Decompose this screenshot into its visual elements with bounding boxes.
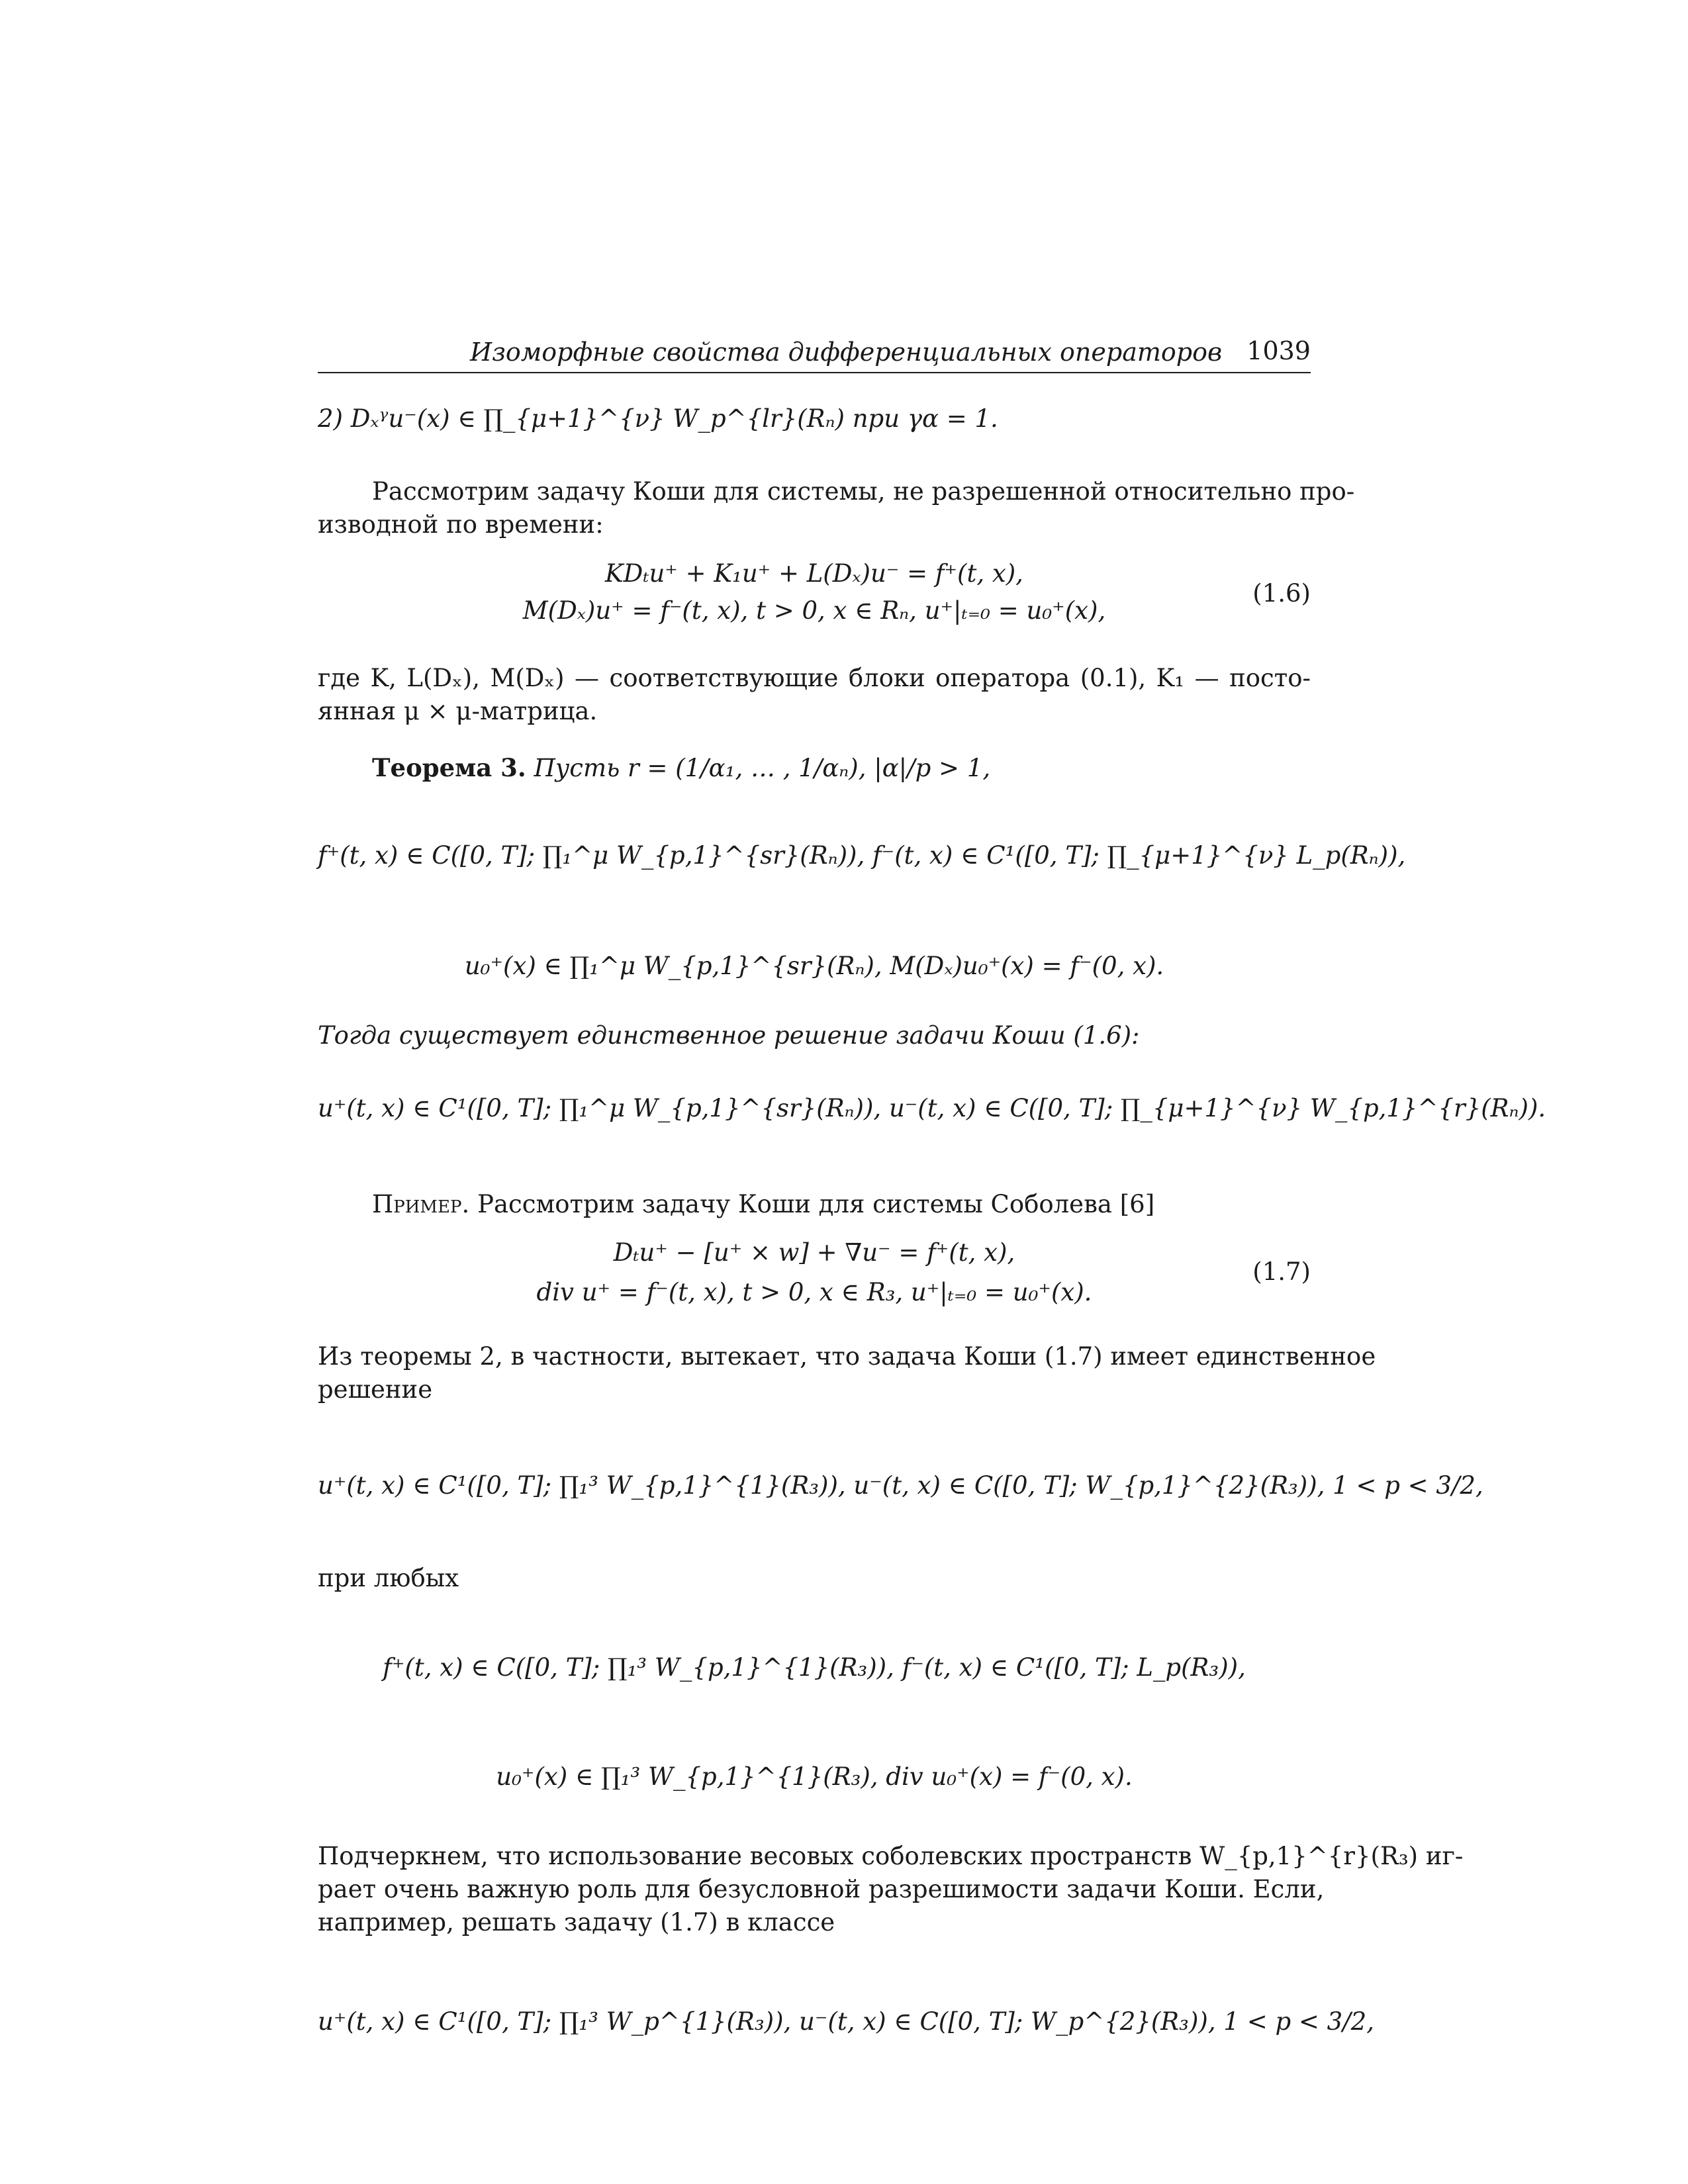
equation-1-6-line-2: M(Dₓ)u⁺ = f⁻(t, x), t > 0, x ∈ Rₙ, u⁺|ₜ₌₀ = u₀⁺(x), <box>522 596 1106 625</box>
class-formula: u⁺(t, x) ∈ C¹([0, T]; ∏₁³ W_p^{1}(R₃)), u⁻(t, x) ∈ C([0, T]; W_p^{2}(R₃)), 1 < p < 3/2, <box>318 2007 1374 2036</box>
running-title: Изоморфные свойства дифференциальных операторов <box>470 338 1223 367</box>
theorem-solution: u⁺(t, x) ∈ C¹([0, T]; ∏₁^μ W_{p,1}^{sr}(Rₙ)), u⁻(t, x) ∈ C([0, T]; ∏_{μ+1}^{ν} W_{p,1}^{r}(Rₙ)). <box>318 1094 1546 1122</box>
running-head <box>318 331 1311 373</box>
example-statement <box>318 1188 1311 1221</box>
paragraph-line: Рассмотрим задачу Коши для системы, не разрешенной относительно про- <box>372 477 1355 506</box>
solution-formula: u⁺(t, x) ∈ C¹([0, T]; ∏₁³ W_{p,1}^{1}(R₃)), u⁻(t, x) ∈ C([0, T]; W_{p,1}^{2}(R₃)), 1 < p < 3/2, <box>318 1471 1483 1500</box>
theorem-condition-2: u₀⁺(x) ∈ ∏₁^μ W_{p,1}^{sr}(Rₙ), M(Dₓ)u₀⁺(x) = f⁻(0, x). <box>464 952 1164 980</box>
page-number: 1039 <box>1246 336 1311 365</box>
paragraph-line: решение <box>318 1375 433 1404</box>
item-2-formula: 2) Dₓᵞu⁻(x) ∈ ∏_{μ+1}^{ν} W_p^{lr}(Rₙ) при γα = 1. <box>318 404 998 433</box>
paragraph-line: Подчеркнем, что использование весовых соболевских пространств W_{p,1}^{r}(R₃) иг- <box>318 1842 1464 1870</box>
data-condition-1: f⁺(t, x) ∈ C([0, T]; ∏₁³ W_{p,1}^{1}(R₃)), f⁻(t, x) ∈ C¹([0, T]; L_p(R₃)), <box>383 1653 1246 1682</box>
theorem-3-statement <box>318 751 1311 785</box>
example-label: Пример. <box>372 1190 470 1218</box>
example-text: Рассмотрим задачу Коши для системы Соболева [6] <box>477 1190 1155 1218</box>
theorem-label: Теорема 3. <box>372 753 526 782</box>
equation-1-7-line-2: div u⁺ = f⁻(t, x), t > 0, x ∈ R₃, u⁺|ₜ₌₀ = u₀⁺(x). <box>536 1278 1092 1306</box>
equation-1-6-line-1: KDₜu⁺ + K₁u⁺ + L(Dₓ)u⁻ = f⁺(t, x), <box>605 559 1023 588</box>
equation-1-7-line-1: Dₜu⁺ − [u⁺ × w] + ∇u⁻ = f⁺(t, x), <box>613 1238 1015 1267</box>
paragraph-line: например, решать задачу (1.7) в классе <box>318 1908 835 1936</box>
paragraph-line: янная μ × μ-матрица. <box>318 697 598 725</box>
equation-number: (1.7) <box>1252 1257 1311 1286</box>
paragraph-line: Из теоремы 2, в частности, вытекает, что задача Коши (1.7) имеет единственное <box>318 1342 1376 1371</box>
journal-page <box>318 331 1546 2085</box>
equation-number: (1.6) <box>1252 579 1311 608</box>
paragraph-line: рает очень важную роль для безусловной разрешимости задачи Коши. Если, <box>318 1875 1325 1903</box>
paragraph-line: где K, L(Dₓ), M(Dₓ) — соответствующие блоки оператора (0.1), K₁ — посто- <box>318 664 1311 692</box>
theorem-condition-1: f⁺(t, x) ∈ C([0, T]; ∏₁^μ W_{p,1}^{sr}(Rₙ)), f⁻(t, x) ∈ C¹([0, T]; ∏_{μ+1}^{ν} L_p(Rₙ)), <box>318 841 1406 870</box>
theorem-conclusion: Тогда существует единственное решение задачи Коши (1.6): <box>318 1021 1140 1050</box>
paragraph-line: изводной по времени: <box>318 510 604 539</box>
theorem-text: Пусть r = (1/α₁, … , 1/αₙ), |α|/p > 1, <box>534 754 991 782</box>
paragraph-line: при любых <box>318 1564 459 1592</box>
data-condition-2: u₀⁺(x) ∈ ∏₁³ W_{p,1}^{1}(R₃), div u₀⁺(x) = f⁻(0, x). <box>496 1762 1133 1791</box>
